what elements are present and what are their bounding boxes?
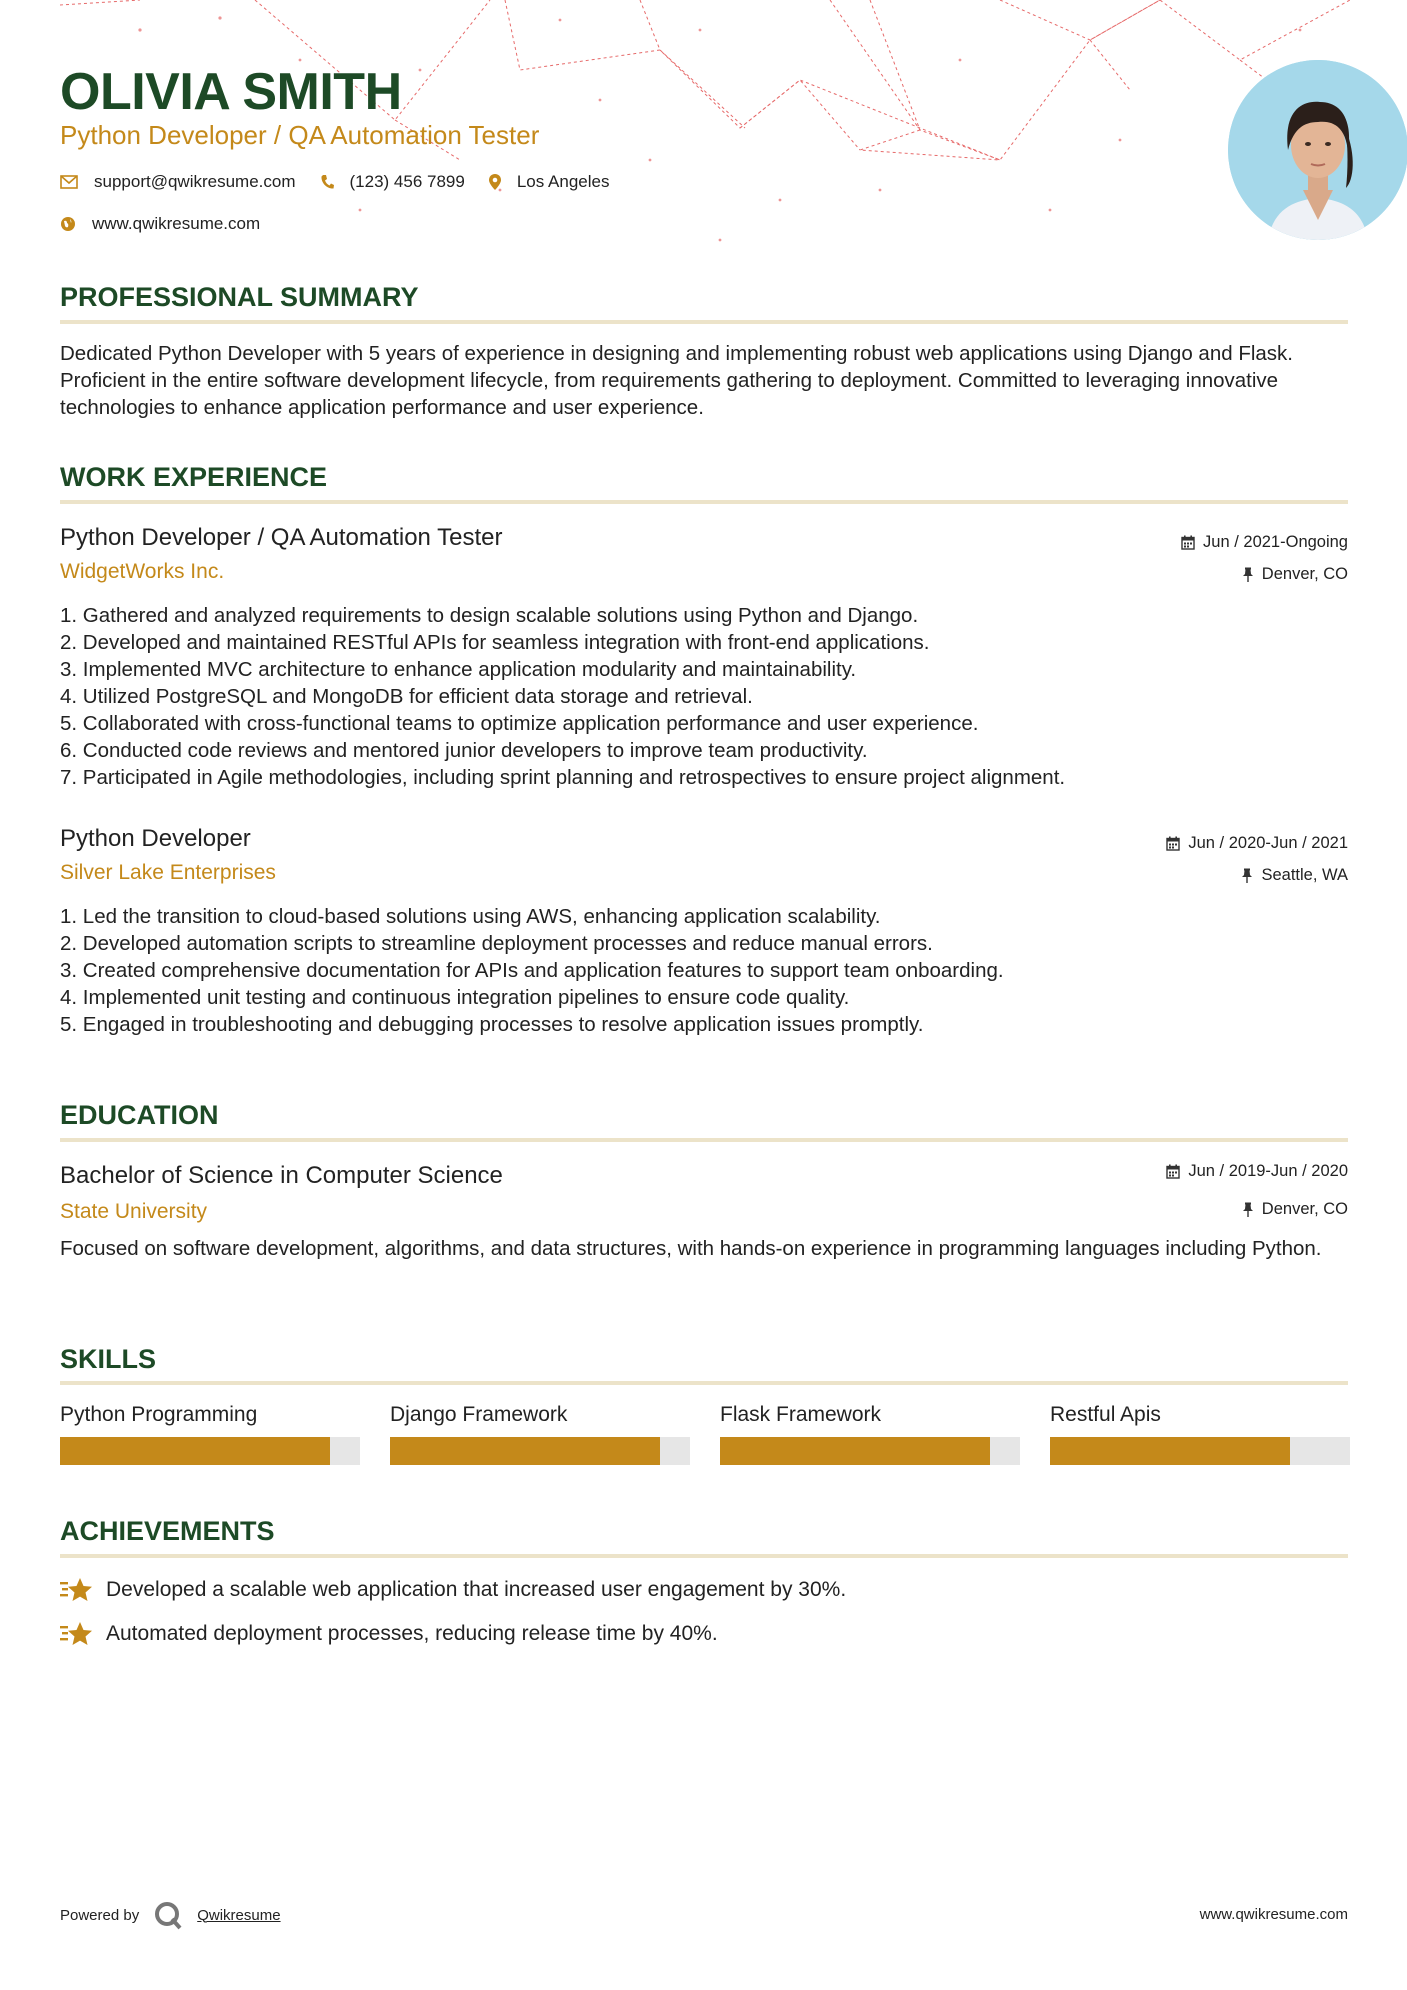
skill-level-fill xyxy=(390,1437,660,1465)
summary-text: Dedicated Python Developer with 5 years of experience in designing and implementing robust web applications using Django and Flask. Proficient in the entire software development lifecycle, from requirements gathering to deployment. Committed to leveraging innovative technologies to enhance application performance and user experience. xyxy=(60,342,1294,419)
skill-level-bar xyxy=(390,1437,690,1465)
achievement-text: Automated deployment processes, reducing release time by 40%. xyxy=(106,1622,718,1645)
star-award-icon xyxy=(60,1620,92,1648)
list-item: 4. Implemented unit testing and continuous integration pipelines to ensure code quality. xyxy=(60,986,850,1009)
list-item: 1. Led the transition to cloud-based solutions using AWS, enhancing application scalability. xyxy=(60,905,881,928)
phone-text: (123) 456 7899 xyxy=(349,172,465,191)
powered-by-label: Powered by xyxy=(60,1906,140,1924)
skill-level-bar xyxy=(1050,1437,1350,1465)
skill-name: Flask Framework xyxy=(720,1403,882,1426)
list-item: 4. Utilized PostgreSQL and MongoDB for efficient data storage and retrieval. xyxy=(60,685,753,708)
education-location xyxy=(1242,1200,1348,1219)
skill-name: Restful Apis xyxy=(1050,1403,1161,1426)
skill-item xyxy=(390,1403,690,1465)
footer-powered-by xyxy=(60,1900,281,1930)
job-title: Python Developer xyxy=(60,825,251,852)
list-item: 7. Participated in Agile methodologies, including sprint planning and retrospectives to ensure project alignment. xyxy=(60,766,1066,789)
section-title-achievements: ACHIEVEMENTS xyxy=(60,1516,275,1546)
education-location-text: Denver, CO xyxy=(1261,1200,1348,1218)
skill-level-fill xyxy=(1050,1437,1290,1465)
section-title-education: EDUCATION xyxy=(60,1100,219,1130)
job-company: Silver Lake Enterprises xyxy=(60,861,276,884)
calendar-icon xyxy=(1181,535,1195,550)
education-date-text: Jun / 2019-Jun / 2020 xyxy=(1188,1162,1348,1180)
list-item: 2. Developed and maintained RESTful APIs for seamless integration with front-end applications. xyxy=(60,631,930,654)
calendar-icon xyxy=(1166,836,1180,851)
achievement-text: Developed a scalable web application that increased user engagement by 30%. xyxy=(106,1578,847,1601)
pushpin-icon xyxy=(1242,567,1254,582)
profile-photo xyxy=(1228,60,1407,240)
website-text: www.qwikresume.com xyxy=(92,214,261,233)
footer-url[interactable]: www.qwikresume.com xyxy=(1199,1906,1348,1923)
job-date xyxy=(1181,533,1348,552)
skill-level-bar xyxy=(60,1437,360,1465)
section-divider xyxy=(60,1138,1348,1142)
phone-icon xyxy=(320,174,334,190)
section-title-skills: SKILLS xyxy=(60,1344,157,1374)
list-item: 3. Created comprehensive documentation for APIs and application features to support team onboarding. xyxy=(60,959,1004,982)
skill-item xyxy=(1050,1403,1350,1465)
job-date-text: Jun / 2021-Ongoing xyxy=(1203,533,1348,551)
job-location xyxy=(1242,565,1348,584)
job-title: Python Developer / QA Automation Tester xyxy=(60,524,503,551)
qwikresume-logo-icon xyxy=(153,1900,183,1930)
education-description: Focused on software development, algorithms, and data structures, with hands-on experience in programming languages including Python. xyxy=(60,1237,1322,1260)
list-item: 6. Conducted code reviews and mentored junior developers to improve team productivity. xyxy=(60,739,868,762)
star-award-icon xyxy=(60,1576,92,1604)
pushpin-icon xyxy=(1241,868,1253,883)
map-pin-icon xyxy=(489,174,501,190)
contact-website[interactable] xyxy=(60,214,260,234)
section-divider xyxy=(60,1381,1348,1385)
candidate-role: Python Developer / QA Automation Tester xyxy=(60,120,540,150)
candidate-name: OLIVIA SMITH xyxy=(60,63,402,121)
globe-icon xyxy=(60,216,76,232)
portrait-illustration xyxy=(1228,60,1407,240)
job-location-text: Denver, CO xyxy=(1261,565,1348,583)
skill-item xyxy=(60,1403,360,1465)
contact-phone[interactable] xyxy=(320,172,465,192)
contact-email[interactable] xyxy=(60,172,296,192)
calendar-icon xyxy=(1166,1164,1180,1179)
section-divider xyxy=(60,500,1348,504)
job-bullet-list xyxy=(60,903,1348,1038)
education-degree: Bachelor of Science in Computer Science xyxy=(60,1162,503,1189)
skill-level-fill xyxy=(720,1437,990,1465)
footer-brand-link[interactable]: Qwikresume xyxy=(197,1906,281,1924)
achievement-item xyxy=(60,1620,718,1648)
skill-name: Django Framework xyxy=(390,1403,568,1426)
contact-location xyxy=(489,172,610,192)
email-text: support@qwikresume.com xyxy=(94,172,296,191)
list-item: 1. Gathered and analyzed requirements to design scalable solutions using Python and Django. xyxy=(60,604,919,627)
envelope-icon xyxy=(60,175,78,189)
skill-level-bar xyxy=(720,1437,1020,1465)
job-company: WidgetWorks Inc. xyxy=(60,560,225,583)
list-item: 5. Collaborated with cross-functional teams to optimize application performance and user experience. xyxy=(60,712,979,735)
section-title-summary: PROFESSIONAL SUMMARY xyxy=(60,282,419,312)
job-bullet-list xyxy=(60,602,1348,791)
education-school: State University xyxy=(60,1200,208,1223)
location-text: Los Angeles xyxy=(516,172,610,191)
list-item: 3. Implemented MVC architecture to enhance application modularity and maintainability. xyxy=(60,658,857,681)
job-date-text: Jun / 2020-Jun / 2021 xyxy=(1188,834,1348,852)
achievement-item xyxy=(60,1576,846,1604)
job-location-text: Seattle, WA xyxy=(1261,866,1348,884)
contact-row xyxy=(60,172,633,192)
job-date xyxy=(1166,834,1348,853)
education-date xyxy=(1166,1162,1348,1181)
job-location xyxy=(1241,866,1348,885)
contact-row-website xyxy=(60,214,284,234)
section-divider xyxy=(60,320,1348,324)
skill-name: Python Programming xyxy=(60,1403,258,1426)
skill-level-fill xyxy=(60,1437,330,1465)
section-divider xyxy=(60,1554,1348,1558)
list-item: 5. Engaged in troubleshooting and debugging processes to resolve application issues promptly. xyxy=(60,1013,924,1036)
section-title-experience: WORK EXPERIENCE xyxy=(60,462,328,492)
pushpin-icon xyxy=(1242,1202,1254,1217)
list-item: 2. Developed automation scripts to streamline deployment processes and reduce manual errors. xyxy=(60,932,933,955)
skill-item xyxy=(720,1403,1020,1465)
